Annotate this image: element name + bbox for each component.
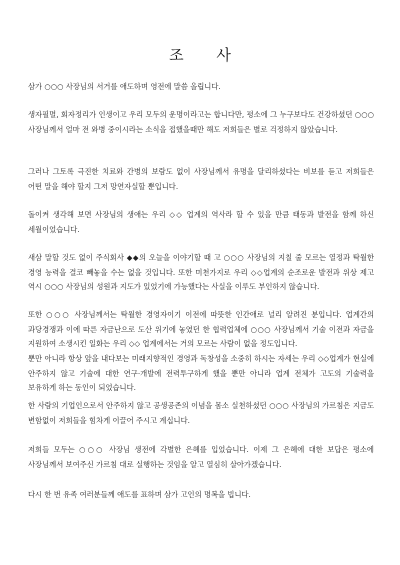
paragraph-humanity: 또한 ○○○ 사장님께서는 탁월한 경영자이기 이전에 따뜻한 인간애로 널리 알려진 분입니다. 업계간의 과당경쟁과 이에 따른 자금난으로 도산 위기에 놓였던 한 협력업체에 ○○○ 사장님께서 기술 이전과 자금을 지원하여 소생시킨 일화는 우리 ◇◇ 업계에서는 거의 모르는 사람이 없을 정도입니다. [28,310,374,348]
paragraph-gratitude: 저희들 모두는 ○○○ 사장님 생전에 각별한 은혜를 입었습니다. 이제 그 은혜에 대한 보답은 평소에 사장님께서 보여주신 가르침 대로 실행하는 것임을 알고 열심히 살아가겠습니다. [28,445,374,469]
paragraph-legacy: 돌이켜 생각해 보면 사장님의 생애는 우리 ◇◇ 업계의 역사라 할 수 있을 만큼 태동과 발전을 함께 하신 세월이었습니다. [28,210,374,234]
paragraph-illness: 생자필멸, 회자정리가 인생이고 우리 모두의 운명이라고는 합니다만, 평소에 그 누구보다도 건강하셨던 ○○○사장님께서 얼마 전 와병 중이시라는 소식을 접했을때만 해도 저희들은 별로 걱정하지 않았습니다. [28,110,374,134]
document-title: 조 사 [169,46,245,64]
paragraph-closing: 다시 한 번 유족 여러분들께 애도를 표하며 삼가 고인의 명복을 빕니다. [28,490,251,499]
paragraph-teaching: 한 사람의 기업인으로서 안주하지 않고 공생공존의 이념을 몸소 실천하셨던 ○○○ 사장님의 가르침은 지금도 변함없이 저희들을 힘차게 이끌어 주시고 계십니다. [28,401,374,425]
paragraph-sorrow: 그러나 그토록 극진한 치료와 간병의 보람도 없이 사장님께서 유명을 달리하셨다는 비보를 듣고 저희들은 어떤 말을 해야 할지 그저 망연자실할 뿐입니다. [28,167,374,191]
paragraph-opening: 삼가 ○○○ 사장님의 서거를 애도하며 영전에 말씀 올립니다. [28,82,221,91]
paragraph-vision: 뿐만 아니라 항상 앞을 내다보는 미래지향적인 경영과 독창성을 소중히 하시는 자세는 우리 ◇◇업계가 현실에 안주하지 않고 기술에 대한 연구·개발에 전력투구하게 했을 뿐만 아니라 업계 전체가 고도의 기술력을 보유하게 하는 동인이 되었습니다. [28,354,374,392]
paragraph-leadership: 새삼 말할 것도 없이 주식회사 ◆◆의 오늘을 이야기할 때 고 ○○○ 사장님의 지칠 줄 모르는 열정과 탁월한 경영 능력을 결코 빼놓을 수는 없을 것입니다. 또한 미천가지로 우리 ◇◇업계의 순조로운 발전과 위상 제고 역시 ○○○ 사장님의 성원과 지도가 있었기에 가능했다는 사실을 이루도 부인하지 않습니다. [28,253,374,291]
